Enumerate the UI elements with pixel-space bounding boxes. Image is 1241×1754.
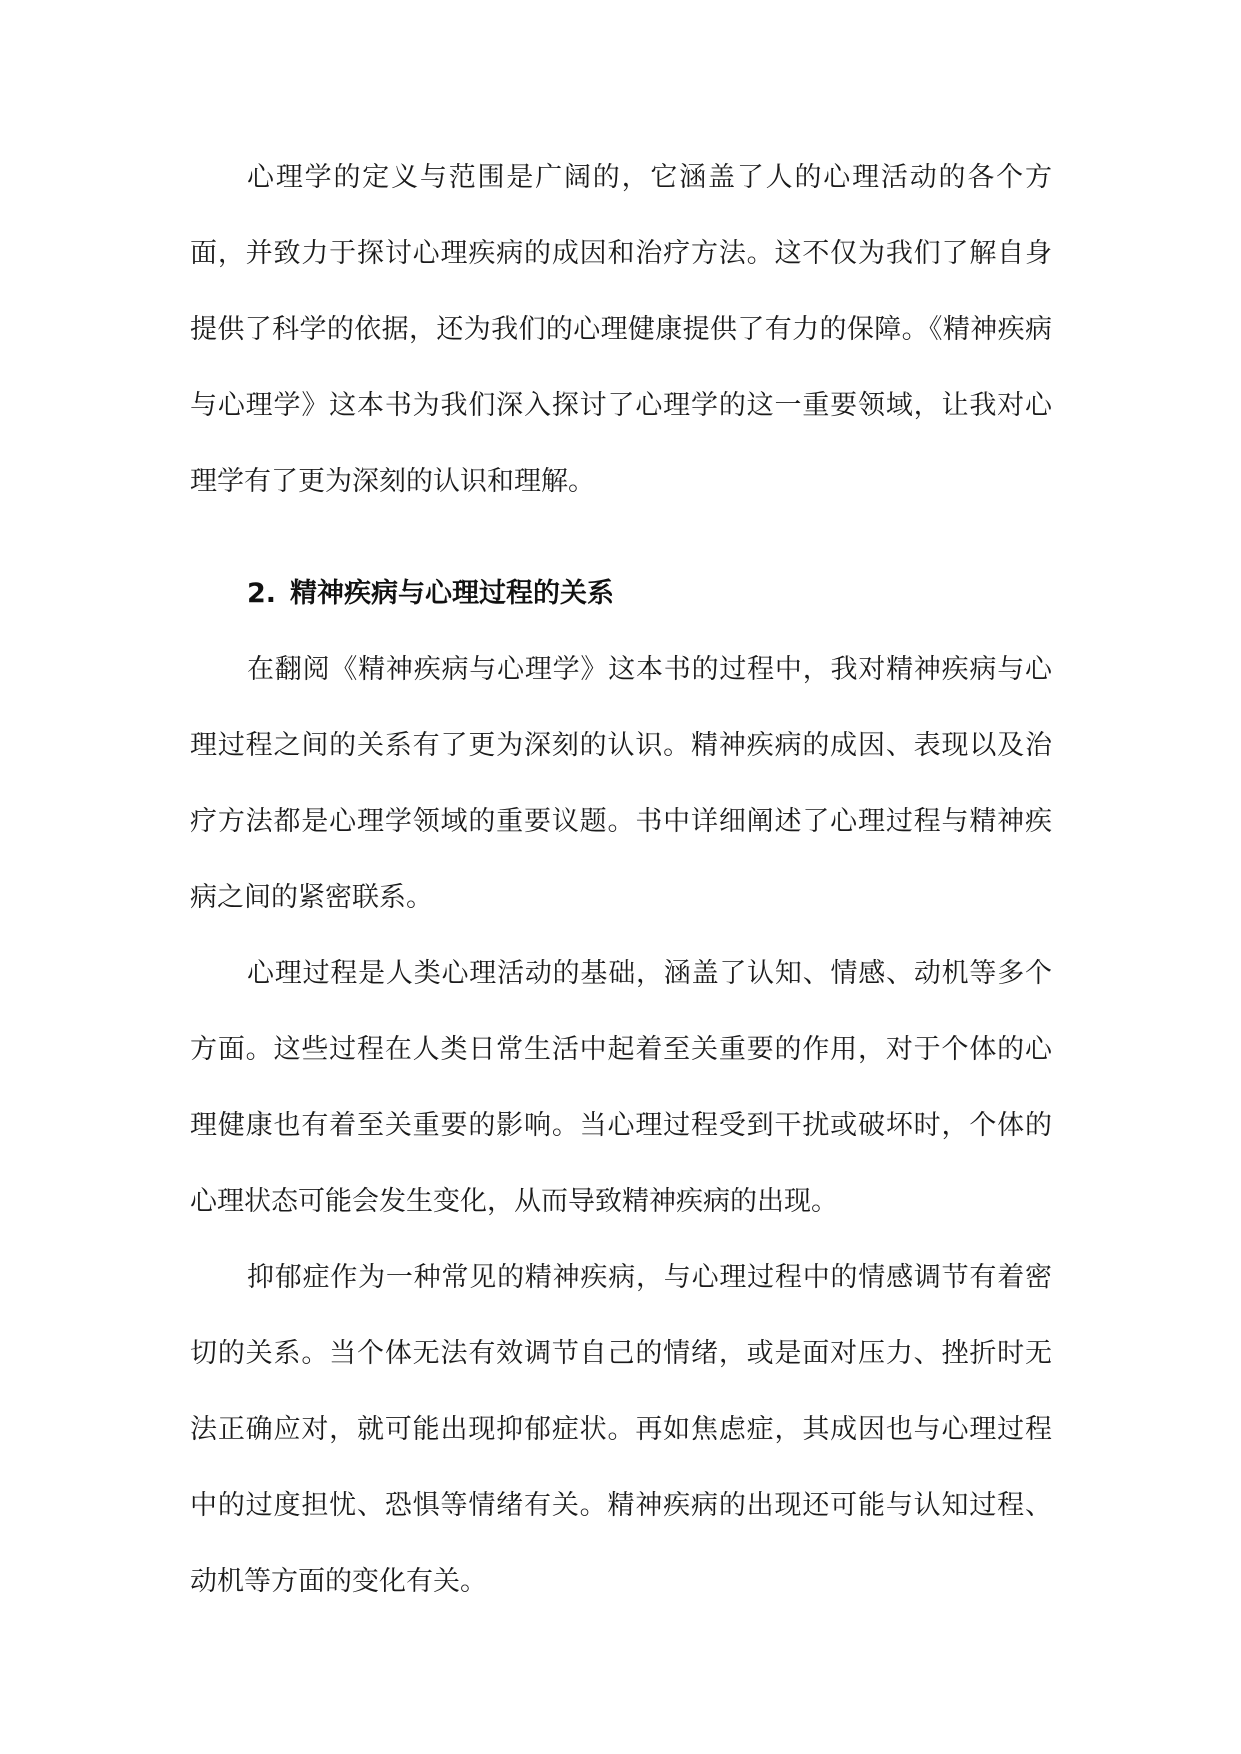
document-body bbox=[190, 140, 1052, 1620]
paragraph-reading-insight: 在翻阅《精神疾病与心理学》这本书的过程中，我对精神疾病与心理过程之间的关系有了更为深刻的认识。精神疾病的成因、表现以及治疗方法都是心理学领域的重要议题。书中详细阐述了心理过程与精神疾病之间的紧密联系。 bbox=[190, 654, 1052, 913]
paragraph-definition-scope: 心理学的定义与范围是广阔的，它涵盖了人的心理活动的各个方面，并致力于探讨心理疾病的成因和治疗方法。这不仅为我们了解自身提供了科学的依据，还为我们的心理健康提供了有力的保障。《精神疾病与心理学》这本书为我们深入探讨了心理学的这一重要领域，让我对心理学有了更为深刻的认识和理解。 bbox=[190, 162, 1052, 497]
paragraph-psychological-process: 心理过程是人类心理活动的基础，涵盖了认知、情感、动机等多个方面。这些过程在人类日常生活中起着至关重要的作用，对于个体的心理健康也有着至关重要的影响。当心理过程受到干扰或破坏时，个体的心理状态可能会发生变化，从而导致精神疾病的出现。 bbox=[190, 958, 1052, 1217]
section-heading bbox=[190, 556, 1052, 632]
section-number: 2. bbox=[247, 578, 277, 609]
section-title: 精神疾病与心理过程的关系 bbox=[290, 578, 615, 609]
paragraph-depression-anxiety: 抑郁症作为一种常见的精神疾病，与心理过程中的情感调节有着密切的关系。当个体无法有效调节自己的情绪，或是面对压力、挫折时无法正确应对，就可能出现抑郁症状。再如焦虑症，其成因也与心理过程中的过度担忧、恐惧等情绪有关。精神疾病的出现还可能与认知过程、动机等方面的变化有关。 bbox=[190, 1262, 1052, 1597]
